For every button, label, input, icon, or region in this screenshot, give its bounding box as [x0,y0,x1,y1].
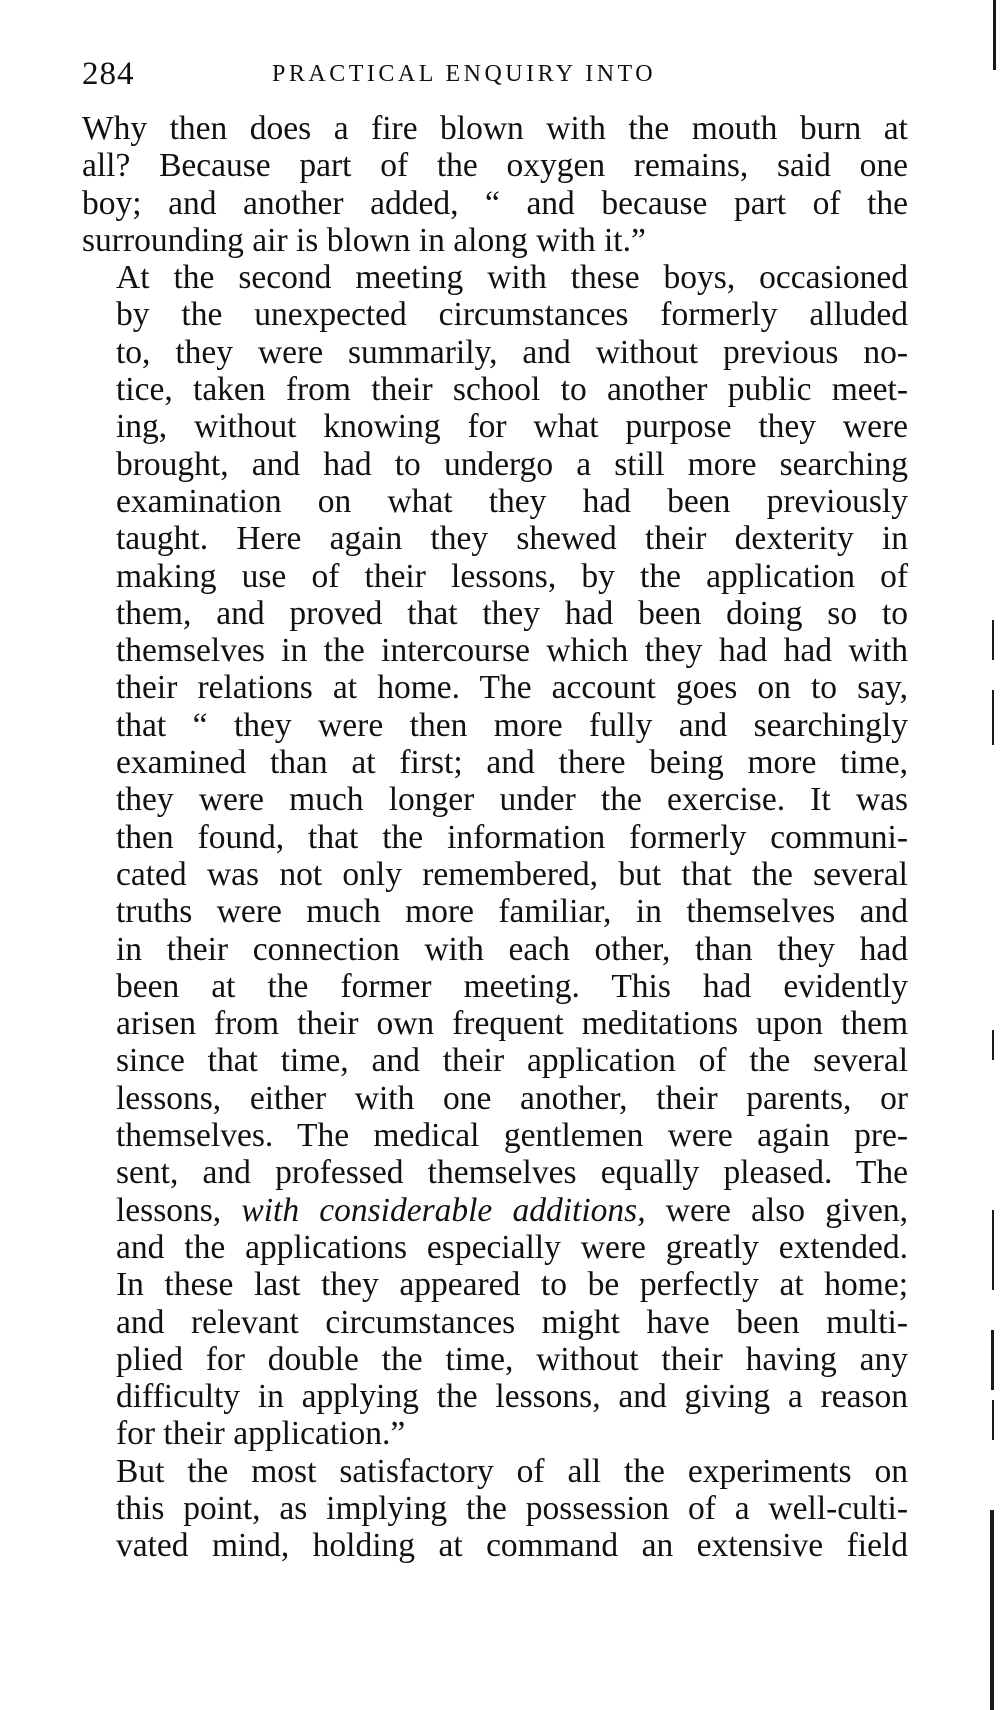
text-line: then found, that the information formerly communi- [116,818,908,856]
text-line: brought, and had to undergo a still more searching [116,445,908,483]
text-line: At the second meeting with these boys, occasioned [116,259,908,297]
binding-edge-mark [992,620,994,660]
running-head [82,52,908,96]
text-line: since that time, and their application of the several [116,1042,908,1080]
text-line: In these last they appeared to be perfectly at home; [116,1266,908,1304]
text-line-with-italic [82,1192,908,1229]
text-line: for their application.” [116,1415,406,1453]
text-line: by the unexpected circumstances formerly alluded [116,296,908,334]
running-title: PRACTICAL ENQUIRY INTO [272,61,657,87]
text-line: them, and proved that they had been doing so to [116,594,908,632]
text-line: surrounding air is blown in along with it.” [82,221,646,259]
text-line: that “ they were then more fully and searchingly [116,706,908,744]
text-line: to, they were summarily, and without previous no- [116,333,908,371]
text-line: examination on what they had been previously [116,482,908,520]
text-line: But the most satisfactory of all the experiments on [116,1452,908,1490]
text-line: sent, and professed themselves equally pleased. The [116,1154,908,1192]
body-text [82,110,908,1565]
paragraph-3 [82,1453,908,1565]
text-line: making use of their lessons, by the application of [116,557,908,595]
text-line: taught. Here again they shewed their dexterity in [116,520,908,558]
binding-edge-mark [992,1210,994,1290]
paragraph-1 [82,110,908,259]
binding-edge-mark [992,690,994,745]
text-line: themselves in the intercourse which they had had with [116,632,908,670]
binding-edge-mark [993,0,996,70]
text-line: difficulty in applying the lessons, and giving a reason [116,1378,908,1416]
text-line: plied for double the time, without their having any [116,1340,908,1378]
binding-edge-mark [992,1400,994,1440]
text-line: and relevant circumstances might have been multi- [116,1303,908,1341]
text-line: all? Because part of the oxygen remains, said one [82,147,908,185]
binding-edge-mark [992,1030,994,1060]
text-line: examined than at first; and there being more time, [116,744,908,782]
text-line: ing, without knowing for what purpose they were [116,408,908,446]
text-line: their relations at home. The account goes on to say, [116,669,908,707]
text-line: vated mind, holding at command an extensive field [116,1527,908,1565]
text-line: and the applications especially were greatly extended. [116,1228,908,1266]
text-line: themselves. The medical gentlemen were again pre- [116,1117,908,1155]
text-line: tice, taken from their school to another public meet- [116,371,908,409]
text-line: Why then does a fire blown with the mouth burn at [82,110,908,147]
binding-edge-mark [990,1510,994,1710]
text-line: truths were much more familiar, in themselves and [116,893,908,931]
text-line: boy; and another added, “ and because part of the [82,184,908,222]
text-line: lessons, either with one another, their parents, or [116,1079,908,1117]
text-line: in their connection with each other, than they had [116,930,908,968]
text-line: they were much longer under the exercise. It was [116,781,908,819]
italic-emphasis: with considerable additions, [241,1191,646,1229]
text-line: this point, as implying the possession of a well-culti- [116,1489,908,1527]
page-number: 284 [82,56,135,92]
text-line: arisen from their own frequent meditations upon them [116,1005,908,1043]
text-line: cated was not only remembered, but that the several [116,855,908,893]
text-fragment: lessons, [116,1191,242,1229]
paragraph-2 [82,259,908,1453]
book-page [82,52,908,1565]
text-line: been at the former meeting. This had evidently [116,967,908,1005]
binding-edge-mark [991,1330,994,1390]
text-fragment: were also given, [645,1191,908,1229]
